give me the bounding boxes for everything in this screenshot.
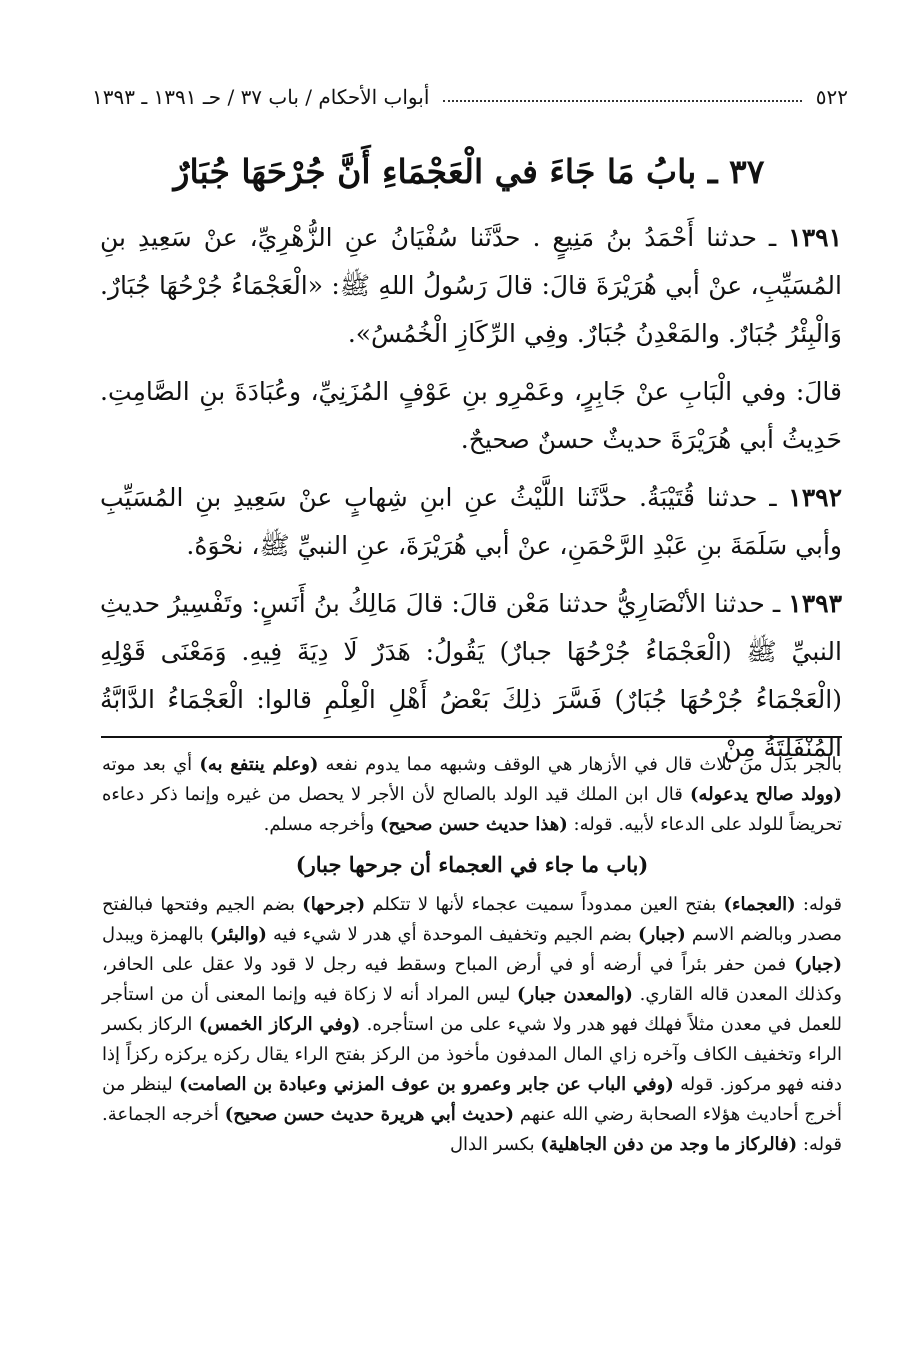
commentary-text: قوله:	[795, 894, 842, 915]
commentary-text: لينظر من أخرج أحاديث هؤلاء الصحابة رضي الله عنهم	[102, 1074, 842, 1125]
commentary-text: الركاز بكسر الراء وتخفيف الكاف وآخره زاي المال المدفون مأخوذ من الركز بفتح الراء يقال ركزه يركزه ركزاً إذا دفنه فهو مركوز. قوله	[102, 1014, 842, 1095]
hadith-body: ـ حدثنا أَحْمَدُ بنُ مَنِيعٍ . حدَّثَنا سُفْيَانُ عنِ الزُّهْرِيِّ، عنْ سَعِيدِ بنِ المُسَيِّبِ، عنْ أبي هُرَيْرَةَ قالَ: قالَ رَسُولُ اللهِ ﷺ: «الْعَجْمَاءُ جُرْحُهَا جُبَارٌ. وَالْبِئْرُ جُبَارٌ. والمَعْدِنُ جُبَارٌ. وفِي الرِّكَازِ الْخُمُسُ».	[100, 223, 842, 348]
commentary-quote: (جرحها)	[302, 894, 366, 915]
commentary-paragraph	[102, 890, 842, 1160]
page-header	[92, 84, 848, 110]
page-number: ٥٢٢	[815, 85, 848, 109]
commentary-quote: (وفي الركاز الخمس)	[198, 1014, 361, 1035]
hadith-1392	[100, 474, 842, 570]
footnote-divider	[101, 736, 842, 738]
leader-dots	[443, 100, 801, 102]
hadith-body: ـ حدثنا قُتَيْبَةُ. حدَّثَنا اللَّيْثُ عنِ ابنِ شِهابٍ عنْ سَعِيدِ بنِ المُسَيِّبِ وأبي سَلَمَةَ بنِ عَبْدِ الرَّحْمَنِ، عنْ أبي هُرَيْرَةَ، عنِ النبيِّ ﷺ، نحْوَهُ.	[100, 483, 842, 560]
commentary-quote: (جبار)	[637, 924, 686, 945]
running-title: أبواب الأحكام / باب ٣٧ / حـ ١٣٩١ ـ ١٣٩٣	[92, 85, 430, 109]
commentary-quote: (وولد صالح يدعوله)	[689, 784, 843, 805]
commentary-text: وأخرجه مسلم.	[263, 814, 380, 835]
commentary-text: بكسر الدال	[449, 1134, 541, 1155]
commentary-quote: (حديث أبي هريرة حديث حسن صحيح)	[224, 1104, 514, 1125]
commentary-quote: (وعلم ينتفع به)	[199, 754, 319, 775]
hadith-body: ـ حدثنا الأنْصَارِيُّ حدثنا مَعْن قالَ: قالَ مَالِكُ بنُ أَنَسٍ: وتَفْسِيرُ حديثِ النبيِّ ﷺ (الْعَجْمَاءُ جُرْحُهَا جبارٌ) يَقُولُ: هَدَرٌ لَا دِيَةَ فِيهِ. وَمَعْنَى قَوْلِهِ (الْعَجْمَاءُ جُرْحُهَا جُبَارٌ) فَسَّرَ ذلِكَ بَعْضُ أَهْلِ الْعِلْمِ قالوا: الْعَجْمَاءُ الدَّابَّةُ المُنْفَلِتَةُ مِنْ	[100, 589, 842, 762]
chapter-remark	[100, 368, 842, 464]
hadith-text	[100, 214, 842, 762]
hadith-1391	[100, 214, 842, 358]
hadith-number: ١٣٩٣	[788, 589, 842, 618]
commentary-quote: (فالركاز ما وجد من دفن الجاهلية)	[540, 1134, 798, 1155]
commentary-text: بضم الجيم وتخفيف الموحدة أي هدر لا شيء فيه	[266, 924, 638, 945]
commentary-quote: (وفي الباب عن جابر وعمرو بن عوف المزني وعبادة بن الصامت)	[179, 1074, 674, 1095]
commentary-text: أي بعد موته	[102, 754, 200, 775]
commentary-text: فمن حفر بئراً في أرضه أو في أرض المباح وسقط فيه رجل لا قود ولا عقل على الحافر، وكذلك المعدن قاله القاري.	[102, 954, 842, 1005]
commentary	[102, 750, 842, 1310]
commentary-quote: (والبئر)	[209, 924, 267, 945]
commentary-quote: (والمعدن جبار)	[517, 984, 633, 1005]
commentary-text: ليس المراد أنه لا زكاة فيه وإنما المعنى أن من استأجر للعمل في معدن مثلاً فهلك فهو هدر ولا شيء على من استأجره.	[102, 984, 842, 1035]
hadith-number: ١٣٩١	[788, 223, 842, 252]
hadith-1393	[100, 580, 842, 772]
commentary-text: بالجر بدل من ثلاث قال في الأزهار هي الوقف وشبهه مما يدوم نفعه	[318, 754, 843, 775]
hadith-body: قالَ: وفي الْبَابِ عنْ جَابِرٍ، وعَمْرِو بنِ عَوْفٍ المُزَنِيِّ، وعُبَادَةَ بنِ الصَّامِتِ. حَدِيثُ أبي هُرَيْرَةَ حديثٌ حسنٌ صحيحٌ.	[100, 377, 842, 454]
commentary-quote: (جبار)	[794, 954, 842, 975]
commentary-text: قال ابن الملك قيد الولد بالصالح لأن الأجر لا يحصل من غيره وإنما ذكر دعاءه تحريضاً للولد على الدعاء لأبيه. قوله:	[102, 784, 842, 835]
commentary-text: بالهمزة ويبدل	[102, 924, 210, 945]
commentary-quote: (هذا حديث حسن صحيح)	[379, 814, 568, 835]
commentary-text: بضم الجيم وفتحها فبالفتح مصدر وبالضم الاسم	[102, 894, 842, 945]
commentary-quote: (العجماء)	[723, 894, 796, 915]
chapter-title: ٣٧ ـ بابُ مَا جَاءَ في الْعَجْمَاءِ أَنَّ جُرْحَهَا جُبَارٌ	[173, 152, 765, 191]
commentary-paragraph	[102, 750, 842, 840]
commentary-heading: (باب ما جاء في العجماء أن جرحها جبار)	[295, 852, 649, 877]
hadith-number: ١٣٩٢	[788, 483, 842, 512]
commentary-text: أخرجه الجماعة. قوله:	[102, 1104, 842, 1155]
commentary-text: بفتح العين ممدوداً سميت عجماء لأنها لا تتكلم	[365, 894, 724, 915]
